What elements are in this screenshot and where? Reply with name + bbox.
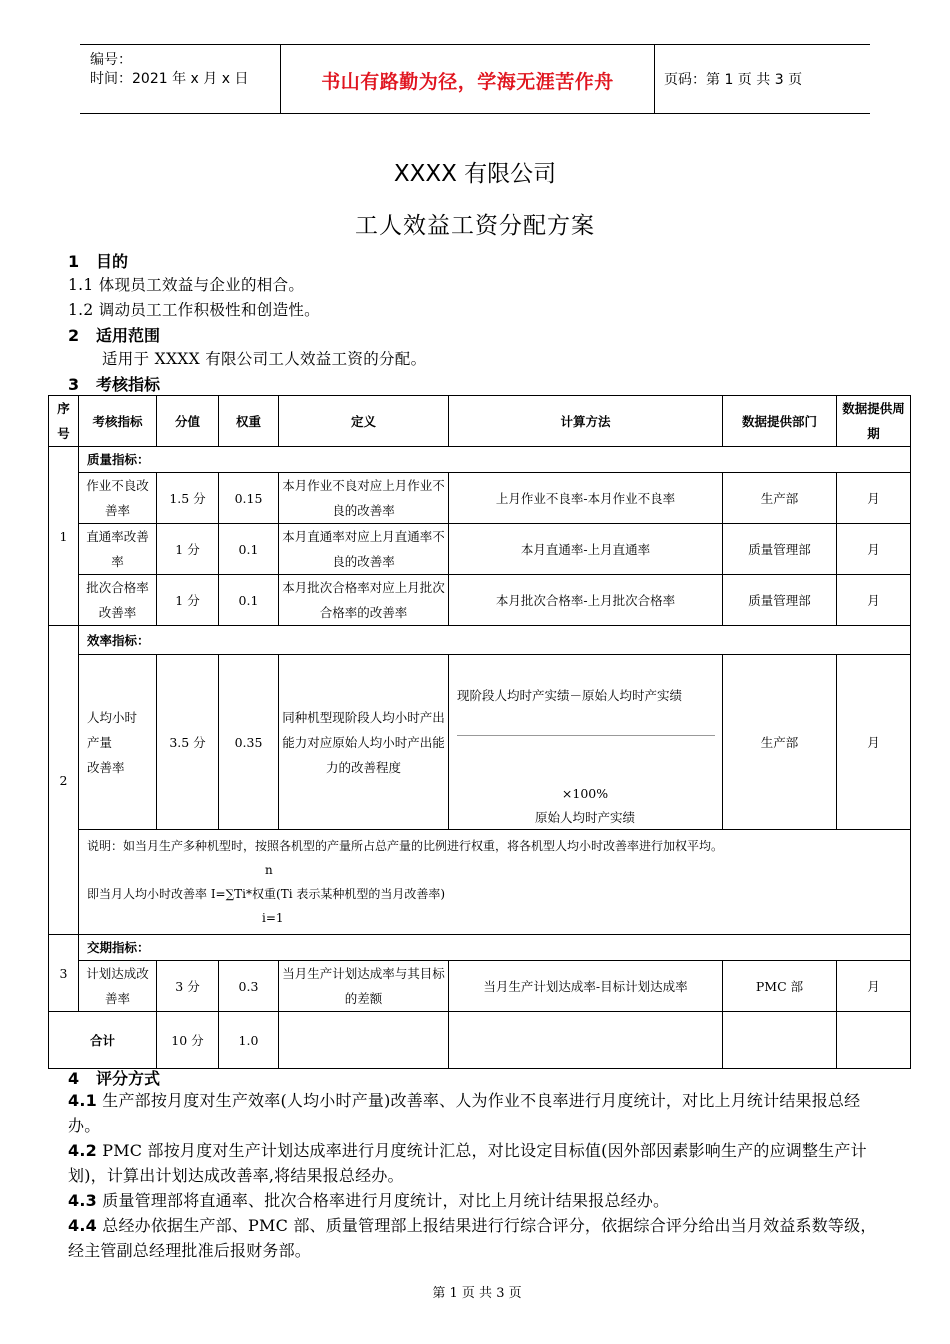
section-heading-scope <box>68 323 160 346</box>
indicator-weight: 0.3 <box>219 961 279 1012</box>
indicator-method: 本月直通率-上月直通率 <box>449 524 723 575</box>
section-number: 2 <box>68 326 80 345</box>
note-formula-line: 即当月人均小时改善率 I=∑Ti*权重(Ti 表示某种机型的当月改善率) <box>87 887 446 901</box>
indicator-definition: 本月批次合格率对应上月批次合格率的改善率 <box>279 575 449 626</box>
paragraph-number: 4.4 <box>68 1216 97 1235</box>
table-row <box>49 473 911 524</box>
formula-numerator: 现阶段人均时产实绩－原始人均时产实绩 <box>457 688 683 703</box>
indicator-score: 3 分 <box>157 961 219 1012</box>
header-method: 计算方法 <box>449 396 723 447</box>
total-score: 10 分 <box>157 1012 219 1069</box>
indicator-definition: 同种机型现阶段人均小时产出能力对应原始人均小时产出能力的改善程度 <box>279 655 449 830</box>
note-row <box>49 830 911 935</box>
indicator-period: 月 <box>837 655 911 830</box>
empty-cell <box>279 1012 449 1069</box>
indicator-name: 计划达成改善率 <box>79 961 157 1012</box>
indicator-dept: PMC 部 <box>723 961 837 1012</box>
table-row <box>49 655 911 830</box>
indicator-period: 月 <box>837 473 911 524</box>
header-indicator: 考核指标 <box>79 396 157 447</box>
header-dept: 数据提供部门 <box>723 396 837 447</box>
header-definition: 定义 <box>279 396 449 447</box>
indicator-name-line: 改善率 <box>87 759 125 775</box>
empty-cell <box>723 1012 837 1069</box>
scoring-paragraph <box>68 1138 888 1188</box>
paragraph-number: 4.2 <box>68 1141 97 1160</box>
indicator-definition: 本月直通率对应上月直通率不良的改善率 <box>279 524 449 575</box>
indicator-dept: 质量管理部 <box>723 575 837 626</box>
document-date: 时间：2021 年 x 月 x 日 <box>90 71 249 87</box>
purpose-line-1: 1.1 体现员工效益与企业的相合。 <box>68 276 305 294</box>
indicator-method: 当月生产计划达成率-目标计划达成率 <box>449 961 723 1012</box>
indicator-method: 上月作业不良率-本月作业不良率 <box>449 473 723 524</box>
indicator-score: 1.5 分 <box>157 473 219 524</box>
indicator-name-line: 人均小时 <box>87 709 138 725</box>
page-footer: 第 1 页 共 3 页 <box>432 1286 522 1301</box>
empty-cell <box>449 1012 723 1069</box>
section-heading-indicators <box>68 372 160 395</box>
indicator-weight: 0.1 <box>219 575 279 626</box>
indicator-dept: 生产部 <box>723 473 837 524</box>
document-number-label: 编号： <box>90 52 132 68</box>
company-title: XXXX 有限公司 <box>393 161 557 187</box>
header-score: 分值 <box>157 396 219 447</box>
section-title: 目的 <box>96 252 129 271</box>
row-seq: 1 <box>49 447 79 626</box>
indicator-method: 本月批次合格率-上月批次合格率 <box>449 575 723 626</box>
table-row <box>49 575 911 626</box>
note-summation-upper: n <box>265 863 273 877</box>
note-line: 说明：如当月生产多种机型时，按照各机型的产量所占总产量的比例进行权重，将各机型人均小时改善率进行加权平均。 <box>87 839 724 853</box>
paragraph-text: 质量管理部将直通率、批次合格率进行月度统计，对比上月统计结果报总经办。 <box>102 1191 670 1210</box>
assessment-table <box>48 395 911 1069</box>
header-page-number: 页码：第 1 页 共 3 页 <box>664 72 803 88</box>
paragraph-number: 4.1 <box>68 1091 97 1110</box>
total-label: 合计 <box>49 1012 157 1069</box>
indicator-name: 作业不良改善率 <box>79 473 157 524</box>
paragraph-text: PMC 部按月度对生产计划达成率进行月度统计汇总，对比设定目标值(因外部因素影响生产的应调整生产计划)，计算出计划达成改善率,将结果报总经办。 <box>68 1141 867 1185</box>
group-row-efficiency <box>49 626 911 655</box>
indicator-method-formula <box>449 655 723 830</box>
table-row <box>49 961 911 1012</box>
section-heading-purpose <box>68 249 128 272</box>
table-header-row <box>49 396 911 447</box>
header-period: 数据提供周期 <box>837 396 911 447</box>
scoring-paragraph <box>68 1188 888 1213</box>
scope-line: 适用于 XXXX 有限公司工人效益工资的分配。 <box>102 350 427 368</box>
indicator-score: 1 分 <box>157 524 219 575</box>
indicator-score: 1 分 <box>157 575 219 626</box>
indicator-name-line: 产量 <box>87 734 113 750</box>
section-number: 1 <box>68 252 80 271</box>
indicator-weight: 0.1 <box>219 524 279 575</box>
indicator-weight: 0.35 <box>219 655 279 830</box>
weighting-note <box>79 830 911 935</box>
formula-denominator: 原始人均时产实绩 <box>534 810 635 825</box>
paragraph-text: 生产部按月度对生产效率(人均小时产量)改善率、人为作业不良率进行月度统计，对比上月统计结果报总经办。 <box>68 1091 861 1135</box>
total-weight: 1.0 <box>219 1012 279 1069</box>
indicator-period: 月 <box>837 524 911 575</box>
indicator-definition: 本月作业不良对应上月作业不良的改善率 <box>279 473 449 524</box>
document-title: 工人效益工资分配方案 <box>355 213 595 239</box>
indicator-definition: 当月生产计划达成率与其目标的差额 <box>279 961 449 1012</box>
formula-fraction-line <box>457 735 715 736</box>
row-seq: 2 <box>49 626 79 935</box>
total-row <box>49 1012 911 1069</box>
indicator-name: 批次合格率改善率 <box>79 575 157 626</box>
indicator-weight: 0.15 <box>219 473 279 524</box>
row-seq: 3 <box>49 935 79 1012</box>
header-divider <box>654 45 655 113</box>
group-row-quality <box>49 447 911 473</box>
document-header <box>80 44 870 114</box>
section-number: 3 <box>68 375 80 394</box>
formula-factor: ×100% <box>561 786 609 801</box>
indicator-score: 3.5 分 <box>157 655 219 830</box>
paragraph-text: 总经办依据生产部、PMC 部、质量管理部上报结果进行行综合评分，依据综合评分给出当月效益系数等级，经主管副总经理批准后报财务部。 <box>68 1216 877 1260</box>
indicator-period: 月 <box>837 961 911 1012</box>
note-summation-lower: i=1 <box>262 911 284 925</box>
header-motto: 书山有路勤为径，学海无涯苦作舟 <box>321 71 614 93</box>
section-heading-scoring <box>68 1066 160 1089</box>
header-meta <box>90 51 280 89</box>
indicator-period: 月 <box>837 575 911 626</box>
paragraph-number: 4.3 <box>68 1191 97 1210</box>
section-number: 4 <box>68 1069 80 1088</box>
scoring-paragraph <box>68 1213 888 1263</box>
empty-cell <box>837 1012 911 1069</box>
section-title: 考核指标 <box>96 375 161 394</box>
section-title: 适用范围 <box>96 326 161 345</box>
scoring-paragraph <box>68 1088 888 1138</box>
group-label: 交期指标： <box>79 935 911 961</box>
indicator-name <box>79 655 157 830</box>
indicator-dept: 生产部 <box>723 655 837 830</box>
section-title: 评分方式 <box>96 1069 161 1088</box>
group-row-delivery <box>49 935 911 961</box>
purpose-line-2: 1.2 调动员工工作积极性和创造性。 <box>68 301 320 319</box>
group-label: 质量指标： <box>79 447 911 473</box>
header-seq: 序号 <box>49 396 79 447</box>
header-weight: 权重 <box>219 396 279 447</box>
indicator-dept: 质量管理部 <box>723 524 837 575</box>
table-row <box>49 524 911 575</box>
group-label: 效率指标： <box>79 626 911 655</box>
indicator-name: 直通率改善率 <box>79 524 157 575</box>
